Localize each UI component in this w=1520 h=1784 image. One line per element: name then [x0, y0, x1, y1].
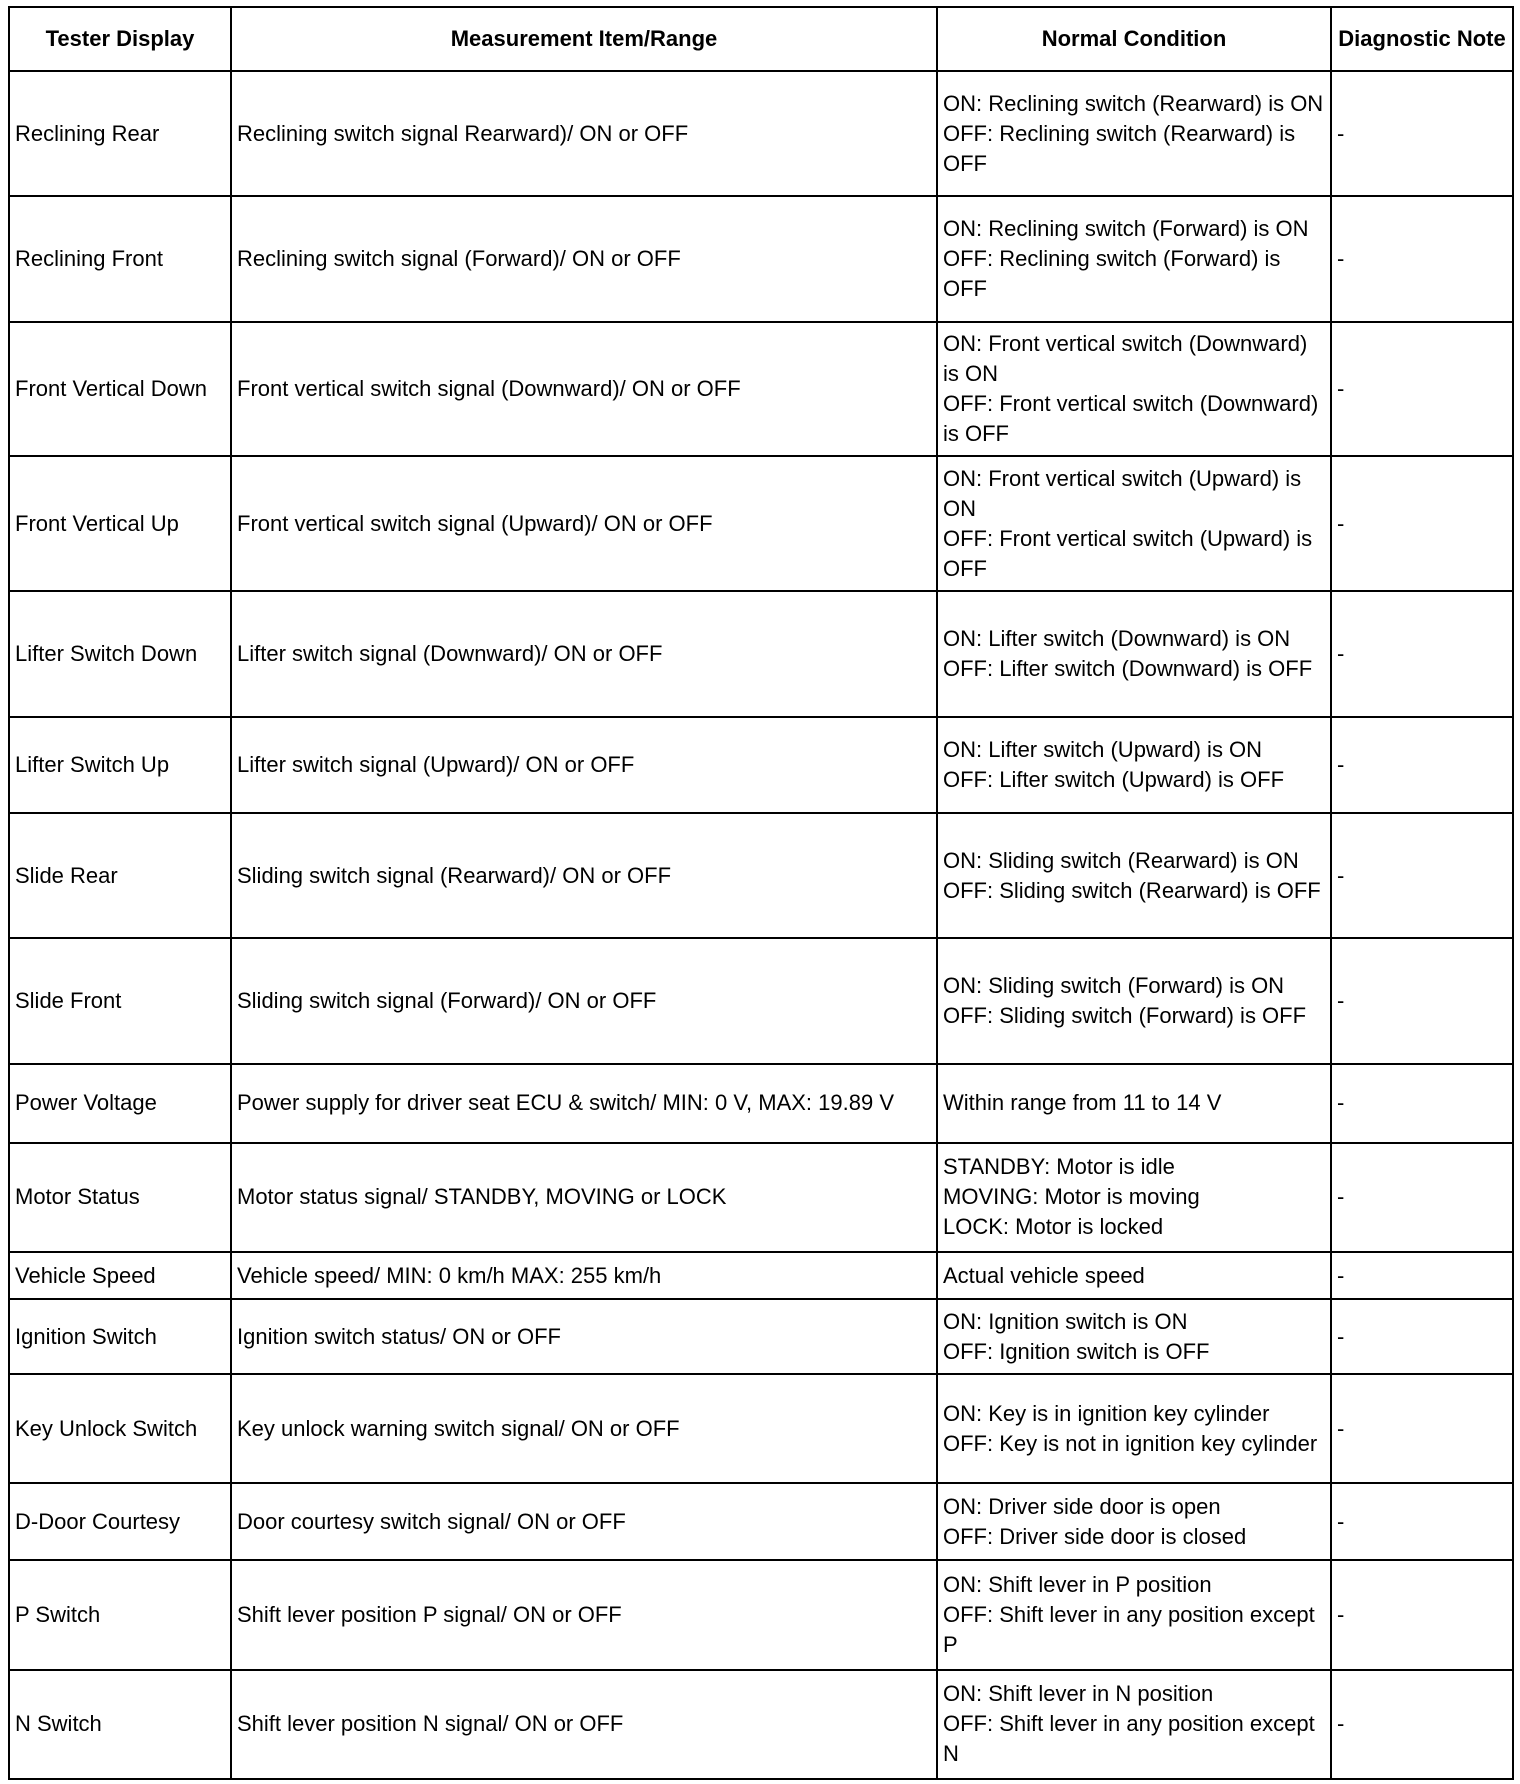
cell-diagnostic-note: -: [1331, 717, 1513, 813]
table-row: [9, 456, 1513, 591]
cell-tester-display: Vehicle Speed: [9, 1252, 231, 1299]
cell-tester-display: N Switch: [9, 1670, 231, 1779]
cell-normal-condition: ON: Shift lever in P position OFF: Shift lever in any position except P: [937, 1560, 1331, 1669]
cell-tester-display: Slide Front: [9, 938, 231, 1063]
table-row: [9, 1299, 1513, 1374]
cell-tester-display: Slide Rear: [9, 813, 231, 938]
cell-normal-condition: ON: Reclining switch (Rearward) is ON OFF: Reclining switch (Rearward) is OFF: [937, 71, 1331, 196]
cell-normal-condition: Actual vehicle speed: [937, 1252, 1331, 1299]
cell-normal-condition: ON: Key is in ignition key cylinder OFF: Key is not in ignition key cylinder: [937, 1374, 1331, 1483]
cell-tester-display: Reclining Front: [9, 196, 231, 321]
cell-diagnostic-note: -: [1331, 1483, 1513, 1560]
cell-diagnostic-note: -: [1331, 71, 1513, 196]
table-row: [9, 1670, 1513, 1779]
cell-measurement: Lifter switch signal (Downward)/ ON or OFF: [231, 591, 937, 716]
table-row: [9, 938, 1513, 1063]
cell-normal-condition: ON: Lifter switch (Downward) is ON OFF: Lifter switch (Downward) is OFF: [937, 591, 1331, 716]
cell-diagnostic-note: -: [1331, 1299, 1513, 1374]
table-row: [9, 71, 1513, 196]
cell-diagnostic-note: -: [1331, 1064, 1513, 1143]
cell-diagnostic-note: -: [1331, 1560, 1513, 1669]
cell-normal-condition: ON: Front vertical switch (Upward) is ON OFF: Front vertical switch (Upward) is OFF: [937, 456, 1331, 591]
table-row: [9, 1143, 1513, 1252]
header-normal-condition: Normal Condition: [937, 7, 1331, 71]
cell-normal-condition: ON: Sliding switch (Forward) is ON OFF: Sliding switch (Forward) is OFF: [937, 938, 1331, 1063]
cell-normal-condition: ON: Shift lever in N position OFF: Shift lever in any position except N: [937, 1670, 1331, 1779]
cell-normal-condition: ON: Lifter switch (Upward) is ON OFF: Lifter switch (Upward) is OFF: [937, 717, 1331, 813]
cell-tester-display: Power Voltage: [9, 1064, 231, 1143]
cell-tester-display: Reclining Rear: [9, 71, 231, 196]
cell-diagnostic-note: -: [1331, 1143, 1513, 1252]
cell-tester-display: Ignition Switch: [9, 1299, 231, 1374]
cell-tester-display: Lifter Switch Up: [9, 717, 231, 813]
cell-normal-condition: STANDBY: Motor is idle MOVING: Motor is moving LOCK: Motor is locked: [937, 1143, 1331, 1252]
cell-diagnostic-note: -: [1331, 456, 1513, 591]
cell-normal-condition: ON: Front vertical switch (Downward) is ON OFF: Front vertical switch (Downward) is OFF: [937, 322, 1331, 457]
cell-measurement: Power supply for driver seat ECU & switch/ MIN: 0 V, MAX: 19.89 V: [231, 1064, 937, 1143]
cell-diagnostic-note: -: [1331, 938, 1513, 1063]
cell-normal-condition: Within range from 11 to 14 V: [937, 1064, 1331, 1143]
data-list-table: [8, 6, 1514, 1780]
cell-measurement: Sliding switch signal (Rearward)/ ON or OFF: [231, 813, 937, 938]
table-row: [9, 1560, 1513, 1669]
cell-measurement: Key unlock warning switch signal/ ON or OFF: [231, 1374, 937, 1483]
cell-measurement: Front vertical switch signal (Downward)/ ON or OFF: [231, 322, 937, 457]
table-row: [9, 322, 1513, 457]
cell-tester-display: D-Door Courtesy: [9, 1483, 231, 1560]
cell-tester-display: Key Unlock Switch: [9, 1374, 231, 1483]
table-row: [9, 1483, 1513, 1560]
header-row: [9, 7, 1513, 71]
cell-measurement: Shift lever position N signal/ ON or OFF: [231, 1670, 937, 1779]
cell-tester-display: Front Vertical Up: [9, 456, 231, 591]
table-row: [9, 1064, 1513, 1143]
table-row: [9, 196, 1513, 321]
header-measurement: Measurement Item/Range: [231, 7, 937, 71]
table-row: [9, 1252, 1513, 1299]
cell-tester-display: Lifter Switch Down: [9, 591, 231, 716]
header-diagnostic-note: Diagnostic Note: [1331, 7, 1513, 71]
cell-measurement: Vehicle speed/ MIN: 0 km/h MAX: 255 km/h: [231, 1252, 937, 1299]
cell-diagnostic-note: -: [1331, 196, 1513, 321]
cell-diagnostic-note: -: [1331, 1670, 1513, 1779]
cell-diagnostic-note: -: [1331, 322, 1513, 457]
cell-measurement: Lifter switch signal (Upward)/ ON or OFF: [231, 717, 937, 813]
cell-measurement: Front vertical switch signal (Upward)/ ON or OFF: [231, 456, 937, 591]
table-row: [9, 1374, 1513, 1483]
header-tester-display: Tester Display: [9, 7, 231, 71]
cell-tester-display: P Switch: [9, 1560, 231, 1669]
cell-tester-display: Front Vertical Down: [9, 322, 231, 457]
cell-measurement: Motor status signal/ STANDBY, MOVING or LOCK: [231, 1143, 937, 1252]
cell-measurement: Ignition switch status/ ON or OFF: [231, 1299, 937, 1374]
cell-diagnostic-note: -: [1331, 591, 1513, 716]
cell-diagnostic-note: -: [1331, 1252, 1513, 1299]
table-row: [9, 813, 1513, 938]
cell-measurement: Reclining switch signal Rearward)/ ON or OFF: [231, 71, 937, 196]
cell-normal-condition: ON: Driver side door is open OFF: Driver side door is closed: [937, 1483, 1331, 1560]
table-row: [9, 717, 1513, 813]
cell-measurement: Door courtesy switch signal/ ON or OFF: [231, 1483, 937, 1560]
cell-normal-condition: ON: Ignition switch is ON OFF: Ignition switch is OFF: [937, 1299, 1331, 1374]
cell-normal-condition: ON: Reclining switch (Forward) is ON OFF: Reclining switch (Forward) is OFF: [937, 196, 1331, 321]
cell-diagnostic-note: -: [1331, 813, 1513, 938]
cell-measurement: Reclining switch signal (Forward)/ ON or OFF: [231, 196, 937, 321]
cell-measurement: Shift lever position P signal/ ON or OFF: [231, 1560, 937, 1669]
cell-tester-display: Motor Status: [9, 1143, 231, 1252]
table-row: [9, 591, 1513, 716]
cell-diagnostic-note: -: [1331, 1374, 1513, 1483]
cell-normal-condition: ON: Sliding switch (Rearward) is ON OFF: Sliding switch (Rearward) is OFF: [937, 813, 1331, 938]
cell-measurement: Sliding switch signal (Forward)/ ON or OFF: [231, 938, 937, 1063]
